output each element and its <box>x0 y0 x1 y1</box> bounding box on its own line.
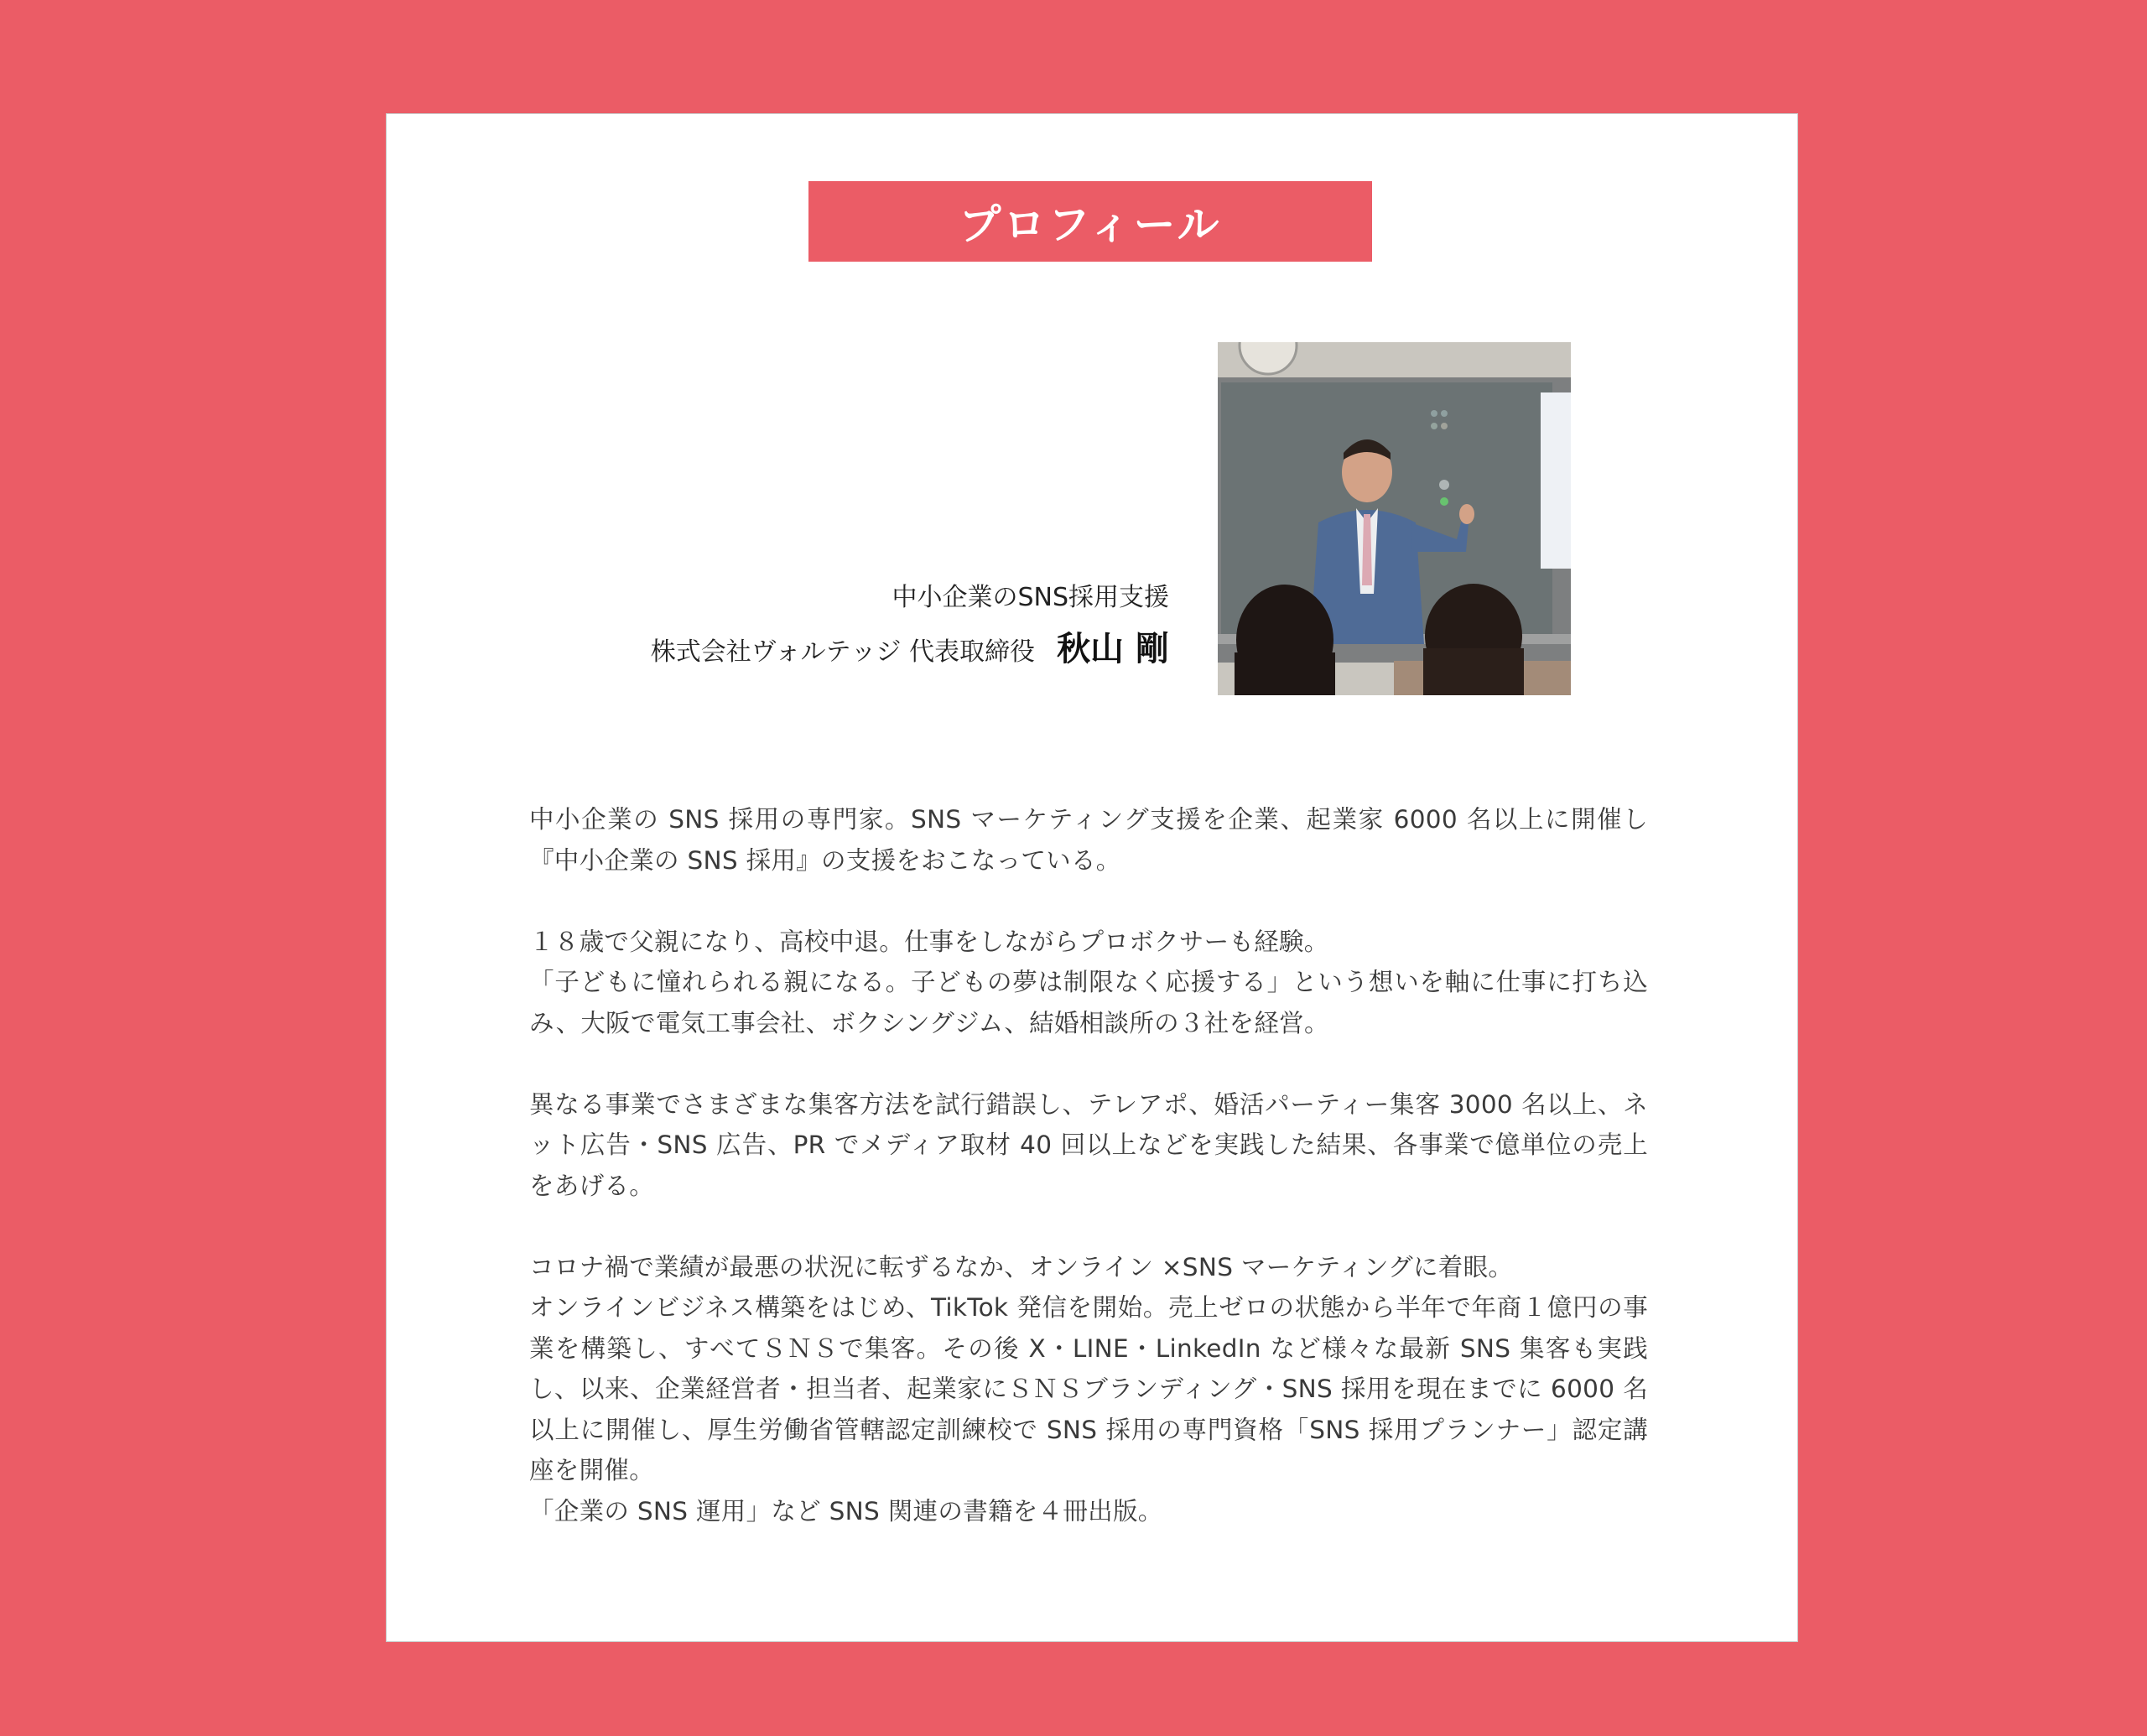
bio-text: コロナ禍で業績が最悪の状況に転ずるなか、オンライン ×SNS マーケティングに着眼。 <box>529 1252 1514 1281</box>
profile-card <box>386 113 1798 1642</box>
company-role: 株式会社ヴォルテッジ 代表取締役 <box>650 637 1036 667</box>
speaker-photo-illustration <box>1218 342 1571 695</box>
section-title: プロフィール <box>808 181 1372 262</box>
bio-text: 「企業の SNS 運用」など SNS 関連の書籍を４冊出版。 <box>529 1496 1163 1525</box>
biography <box>529 799 1648 1531</box>
profile-photo <box>1218 342 1571 695</box>
bio-text: 異なる事業でさまざまな集客方法を試行錯誤し、テレアポ、婚活パーティー集客 3000 名以上、ネット広告・SNS 広告、PR でメディア取材 40 回以上などを実践した結果、各事業で億単位の売上をあげる。 <box>529 1089 1648 1200</box>
bio-paragraph-4 <box>529 1247 1648 1532</box>
bio-paragraph-1 <box>529 799 1648 881</box>
bio-text: オンラインビジネス構築をはじめ、TikTok 発信を開始。売上ゼロの状態から半年で年商１億円の事業を構築し、すべてＳＮＳで集客。その後 X・LINE・LinkedIn など様々な最新 SNS 集客も実践し、以来、企業経営者・担当者、起業家にＳＮＳブランディング・SNS 採用を現在までに 6000 名以上に開催し、厚生労働省管轄認定訓練校で SNS 採用の専門資格「SNS 採用プランナー」認定講座を開催。 <box>529 1293 1648 1484</box>
bio-paragraph-2 <box>529 922 1648 1044</box>
bio-text: 中小企業の SNS 採用の専門家。SNS マーケティング支援を企業、起業家 6000 名以上に開催し『中小企業の SNS 採用』の支援をおこなっている。 <box>529 805 1648 875</box>
tagline: 中小企業のSNS採用支援 <box>892 583 1169 612</box>
person-name: 秋山 剛 <box>1057 630 1169 668</box>
bio-paragraph-3 <box>529 1084 1648 1207</box>
bio-text: １８歳で父親になり、高校中退。仕事をしながらプロボクサーも経験。 <box>529 927 1329 956</box>
identity-block <box>651 580 1169 673</box>
role-line <box>651 628 1169 673</box>
bio-text: 「子どもに憧れられる親になる。子どもの夢は制限なく応援する」という想いを軸に仕事に打ち込み、大阪で電気工事会社、ボクシングジム、結婚相談所の３社を経営。 <box>529 968 1648 1037</box>
